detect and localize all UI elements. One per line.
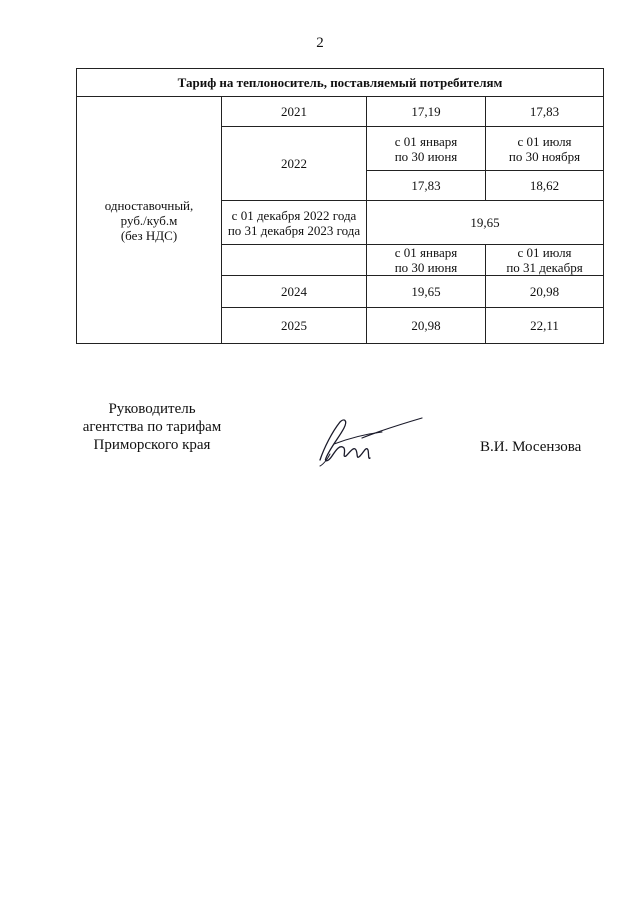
signer-title: [82, 400, 222, 454]
page-number: 2: [316, 35, 324, 51]
category-line: (без НДС): [120, 227, 178, 243]
period-cell: [367, 245, 486, 276]
period-cell: [486, 127, 604, 171]
table-row-2021: [77, 97, 604, 127]
period-line: с 01 декабря 2022 года: [231, 207, 357, 223]
value-cell: 20,98: [486, 276, 604, 308]
value-cell: 20,98: [367, 308, 486, 344]
value-cell: 17,83: [486, 97, 604, 127]
period-line: по 31 декабря: [506, 260, 583, 275]
value-cell: 22,11: [486, 308, 604, 344]
value-cell: 17,19: [367, 97, 486, 127]
period-line: по 30 июня: [394, 260, 458, 275]
period-line: с 01 июля: [517, 245, 572, 260]
tariff-table: [76, 68, 604, 344]
year-cell: 2022: [222, 127, 367, 201]
period-line: с 01 января: [394, 133, 458, 149]
period-line: с 01 января: [394, 245, 458, 260]
category-line: одноставочный,: [104, 197, 194, 213]
period-line: по 30 июня: [394, 148, 458, 164]
signature-icon: [310, 408, 430, 468]
year-cell: 2024: [222, 276, 367, 308]
year-cell: 2025: [222, 308, 367, 344]
period-line: с 01 июля: [517, 133, 572, 149]
value-cell: 17,83: [367, 171, 486, 201]
signer-title-line: агентства по тарифам: [82, 419, 222, 435]
table-header: Тариф на теплоноситель, поставляемый потребителям: [77, 69, 604, 97]
signer-title-line: Руководитель: [108, 401, 196, 417]
period-cell: [367, 127, 486, 171]
period-line: по 30 ноября: [508, 148, 581, 164]
signer-title-line: Приморского края: [93, 437, 211, 453]
value-cell: 18,62: [486, 171, 604, 201]
period-cell: [486, 245, 604, 276]
table-header-row: [77, 69, 604, 97]
tariff-category-cell: [77, 97, 222, 344]
year-cell: 2021: [222, 97, 367, 127]
period-cell: [222, 201, 367, 245]
value-cell: 19,65: [367, 276, 486, 308]
empty-cell: [222, 245, 367, 276]
signer-name: В.И. Мосензова: [480, 439, 582, 455]
category-line: руб./куб.м: [120, 212, 178, 228]
period-line: по 31 декабря 2023 года: [227, 222, 361, 238]
value-cell: 19,65: [367, 201, 604, 245]
signature-block: [0, 400, 640, 480]
